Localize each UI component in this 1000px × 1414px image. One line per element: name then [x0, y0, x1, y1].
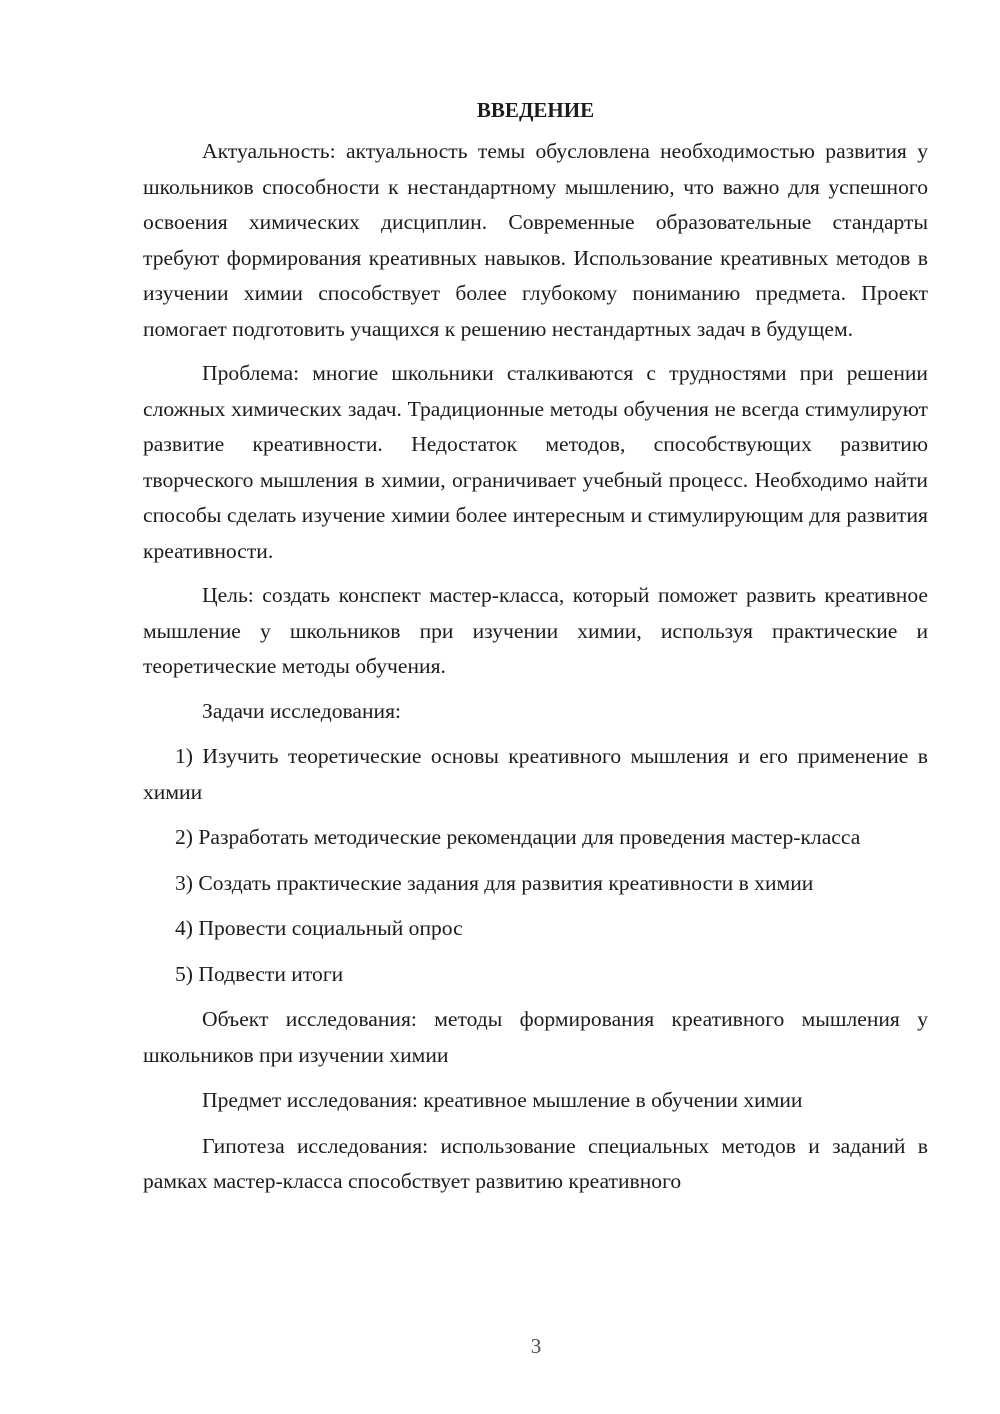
- problem-paragraph: Проблема: многие школьники сталкиваются с трудностями при решении сложных химических задач. Традиционные методы обучения не всегда стимулируют развитие креативности. Недостаток методов, способствующих развитию творческого мышления в химии, ограничивает учебный процесс. Необходимо найти способы сделать изучение химии более интересным и стимулирующим для развития креативности.: [143, 361, 928, 563]
- page-title: ВВЕДЕНИЕ: [476, 98, 595, 122]
- goal-paragraph: Цель: создать конспект мастер-класса, который поможет развить креативное мышление у школьников при изучении химии, используя практические и теоретические методы обучения.: [143, 583, 928, 678]
- task-item-5: 5) Подвести итоги: [175, 961, 344, 986]
- task-item-2: 2) Разработать методические рекомендации для проведения мастер-класса: [175, 825, 861, 849]
- relevance-paragraph: Актуальность: актуальность темы обусловлена необходимостью развития у школьников способности к нестандартному мышлению, что важно для успешного освоения химических дисциплин. Современные образовательные стандарты требуют формирования креативных навыков. Использование креативных методов в изучении химии способствует более глубокому пониманию предмета. Проект помогает подготовить учащихся к решению нестандартных задач в будущем.: [143, 139, 928, 341]
- task-item-1: 1) Изучить теоретические основы креативного мышления и его применение в химии: [143, 744, 928, 804]
- hypothesis-paragraph: Гипотеза исследования: использование специальных методов и заданий в рамках мастер-класса способствует развитию креативного: [143, 1133, 928, 1193]
- page-content: [143, 92, 928, 1200]
- task-item-3: 3) Создать практические задания для развития креативности в химии: [175, 870, 814, 895]
- page-number: 3: [530, 1334, 542, 1358]
- task-item-4: 4) Провести социальный опрос: [175, 916, 463, 940]
- tasks-heading: Задачи исследования:: [202, 698, 402, 723]
- subject-paragraph: Предмет исследования: креативное мышление в обучении химии: [202, 1088, 803, 1112]
- object-paragraph: Объект исследования: методы формирования креативного мышления у школьников при изучении химии: [143, 1007, 928, 1067]
